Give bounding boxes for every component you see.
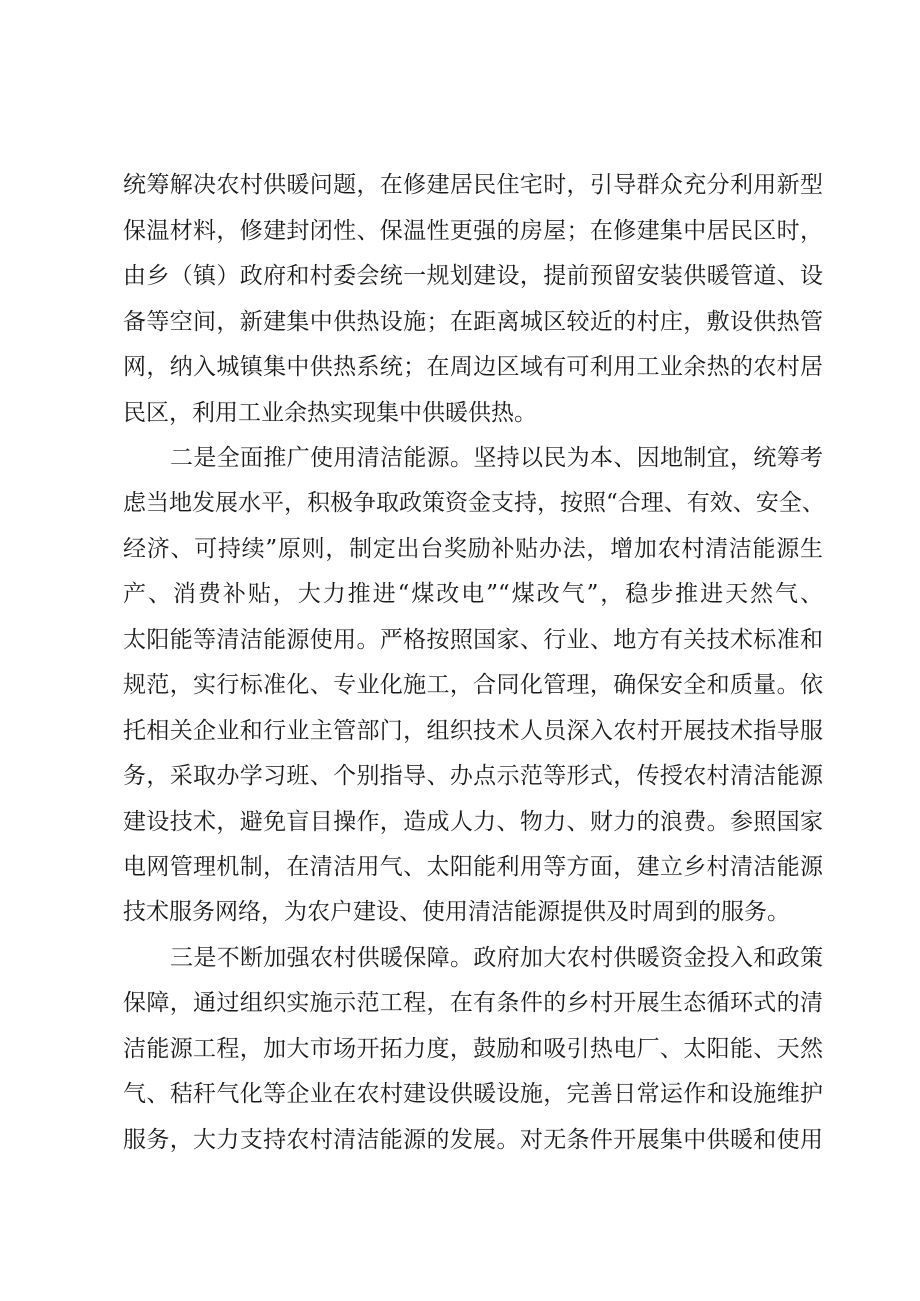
text-line: 民区，利用工业余热实现集中供暖供热。: [123, 400, 537, 426]
text-line: 建设技术，避免盲目操作，造成人力、物力、财力的浪费。参照国家: [123, 809, 823, 835]
text-line: 服务，大力支持农村清洁能源的发展。对无条件开展集中供暖和使用: [123, 1127, 823, 1153]
text-line: 虑当地发展水平，积极争取政策资金支持，按照“合理、有效、安全、: [123, 490, 825, 516]
text-line: 务，采取办学习班、个别指导、办点示范等形式，传授农村清洁能源: [123, 763, 823, 789]
text-line: 产、消费补贴，大力推进“煤改电”“煤改气”，稳步推进天然气、: [123, 581, 823, 607]
text-line: 保温材料，修建封闭性、保温性更强的房屋；在修建集中居民区时，: [123, 218, 823, 244]
paragraph-first-line: 二是全面推广使用清洁能源。坚持以民为本、因地制宜，统筹考: [170, 445, 823, 471]
text-line: 保障，通过组织实施示范工程，在有条件的乡村开展生态循环式的清: [123, 990, 823, 1016]
text-line: 备等空间，新建集中供热设施；在距离城区较近的村庄，敷设供热管: [123, 309, 823, 335]
text-line: 洁能源工程，加大市场开拓力度，鼓励和吸引热电厂、太阳能、天然: [123, 1036, 823, 1062]
text-line: 技术服务网络，为农户建设、使用清洁能源提供及时周到的服务。: [123, 899, 790, 925]
text-line: 气、秸秆气化等企业在农村建设供暖设施，完善日常运作和设施维护: [123, 1081, 823, 1107]
paragraph-first-line: 三是不断加强农村供暖保障。政府加大农村供暖资金投入和政策: [170, 945, 823, 971]
text-line: 经济、可持续”原则，制定出台奖励补贴办法，增加农村清洁能源生: [123, 536, 823, 562]
text-line: 太阳能等清洁能源使用。严格按照国家、行业、地方有关技术标准和: [123, 627, 823, 653]
text-line: 由乡（镇）政府和村委会统一规划建设，提前预留安装供暖管道、设: [123, 263, 823, 289]
text-line: 规范，实行标准化、专业化施工，合同化管理，确保安全和质量。依: [123, 672, 823, 698]
text-line: 统筹解决农村供暖问题，在修建居民住宅时，引导群众充分利用新型: [123, 172, 823, 198]
text-line: 网，纳入城镇集中供热系统；在周边区域有可利用工业余热的农村居: [123, 354, 823, 380]
text-line: 托相关企业和行业主管部门，组织技术人员深入农村开展技术指导服: [123, 718, 823, 744]
text-line: 电网管理机制，在清洁用气、太阳能利用等方面，建立乡村清洁能源: [123, 854, 823, 880]
